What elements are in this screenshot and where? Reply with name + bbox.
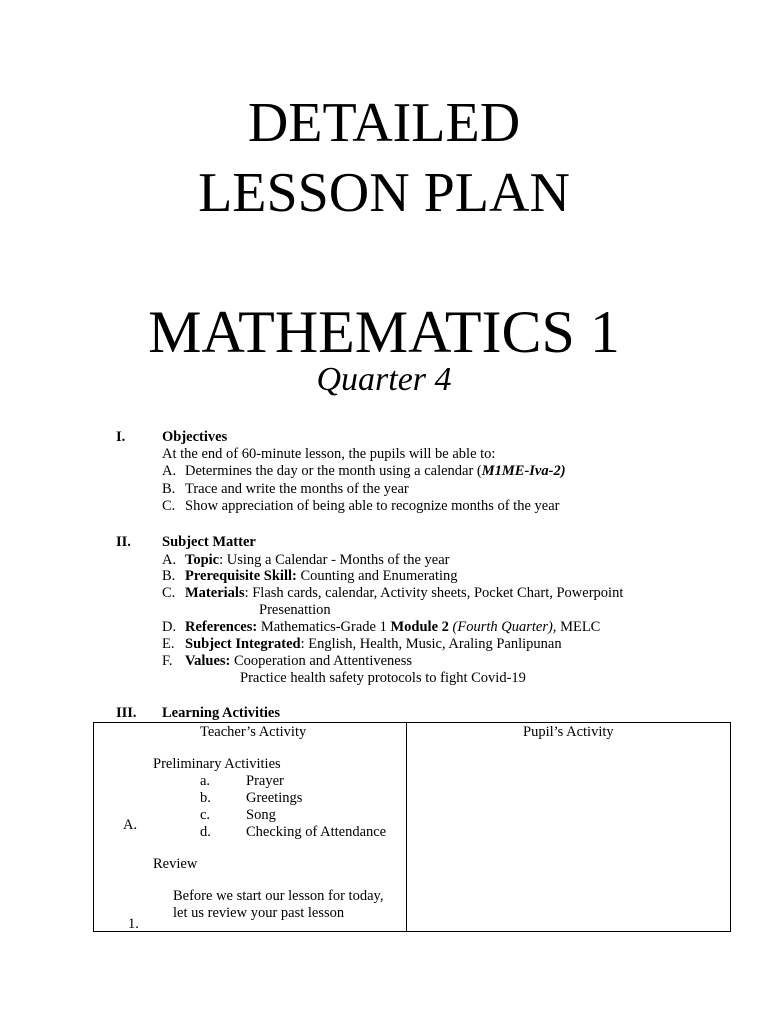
- prelim-item: Prayer: [246, 773, 284, 789]
- subject-item-integrated: Subject Integrated: English, Health, Music, Araling Panlipunan: [185, 636, 562, 652]
- subject-item-values: Values: Cooperation and Attentiveness: [185, 653, 413, 669]
- review-text: let us review your past lesson: [173, 905, 345, 921]
- prelim-letter: c.: [200, 807, 211, 823]
- prelim-letter: d.: [200, 824, 211, 840]
- subject-item-materials: Materials: Flash cards, calendar, Activity sheets, Pocket Chart, Powerpoint: [185, 585, 624, 601]
- preliminary-heading: Preliminary Activities: [153, 756, 281, 772]
- column-header-pupil: Pupil’s Activity: [523, 724, 614, 740]
- section-numeral-subject-matter: II.: [116, 534, 131, 550]
- subject-item-references: References: Mathematics-Grade 1 Module 2 (Fourth Quarter), MELC: [185, 619, 601, 635]
- subject-item-values-cont: Practice health safety protocols to fight Covid-19: [240, 670, 526, 686]
- objective-item: Show appreciation of being able to recognize months of the year: [185, 498, 560, 514]
- subject-item-topic: Topic: Using a Calendar - Months of the year: [185, 552, 450, 568]
- prelim-letter: b.: [200, 790, 211, 806]
- objectives-intro: At the end of 60-minute lesson, the pupils will be able to:: [162, 446, 496, 462]
- subject-letter: F.: [162, 653, 173, 669]
- objective-letter: B.: [162, 481, 176, 497]
- prelim-item: Checking of Attendance: [246, 824, 387, 840]
- subject-letter: A.: [162, 552, 177, 568]
- subject-item-materials-cont: Presenattion: [259, 602, 331, 618]
- section-numeral-objectives: I.: [116, 429, 126, 445]
- section-heading-learning: Learning Activities: [162, 705, 281, 721]
- subject-letter: C.: [162, 585, 176, 601]
- objective-item: Determines the day or the month using a calendar (M1ME-Iva-2): [185, 463, 566, 479]
- review-text: Before we start our lesson for today,: [173, 888, 384, 904]
- prelim-letter: a.: [200, 773, 211, 789]
- review-heading: Review: [153, 856, 198, 872]
- subject-letter: B.: [162, 568, 176, 584]
- section-label-a: A.: [123, 817, 138, 833]
- activities-table: [93, 722, 731, 932]
- objective-code: M1ME-Iva-2): [481, 463, 566, 479]
- prelim-item: Greetings: [246, 790, 303, 806]
- subject-letter: E.: [162, 636, 175, 652]
- quarter-subtitle: Quarter 4: [316, 361, 452, 398]
- title-line-2: LESSON PLAN: [198, 162, 570, 224]
- objective-item: Trace and write the months of the year: [185, 481, 409, 497]
- section-heading-objectives: Objectives: [162, 429, 228, 445]
- subject-title: MATHEMATICS 1: [148, 299, 620, 365]
- subject-item-prerequisite: Prerequisite Skill: Counting and Enumerating: [185, 568, 458, 584]
- column-header-teacher: Teacher’s Activity: [200, 724, 307, 740]
- section-heading-subject-matter: Subject Matter: [162, 534, 256, 550]
- objective-letter: A.: [162, 463, 177, 479]
- item-number: 1.: [128, 916, 139, 932]
- subject-letter: D.: [162, 619, 177, 635]
- title-line-1: DETAILED: [247, 92, 521, 154]
- section-numeral-learning: III.: [116, 705, 137, 721]
- table-column-divider: [406, 723, 407, 931]
- prelim-item: Song: [246, 807, 276, 823]
- objective-letter: C.: [162, 498, 176, 514]
